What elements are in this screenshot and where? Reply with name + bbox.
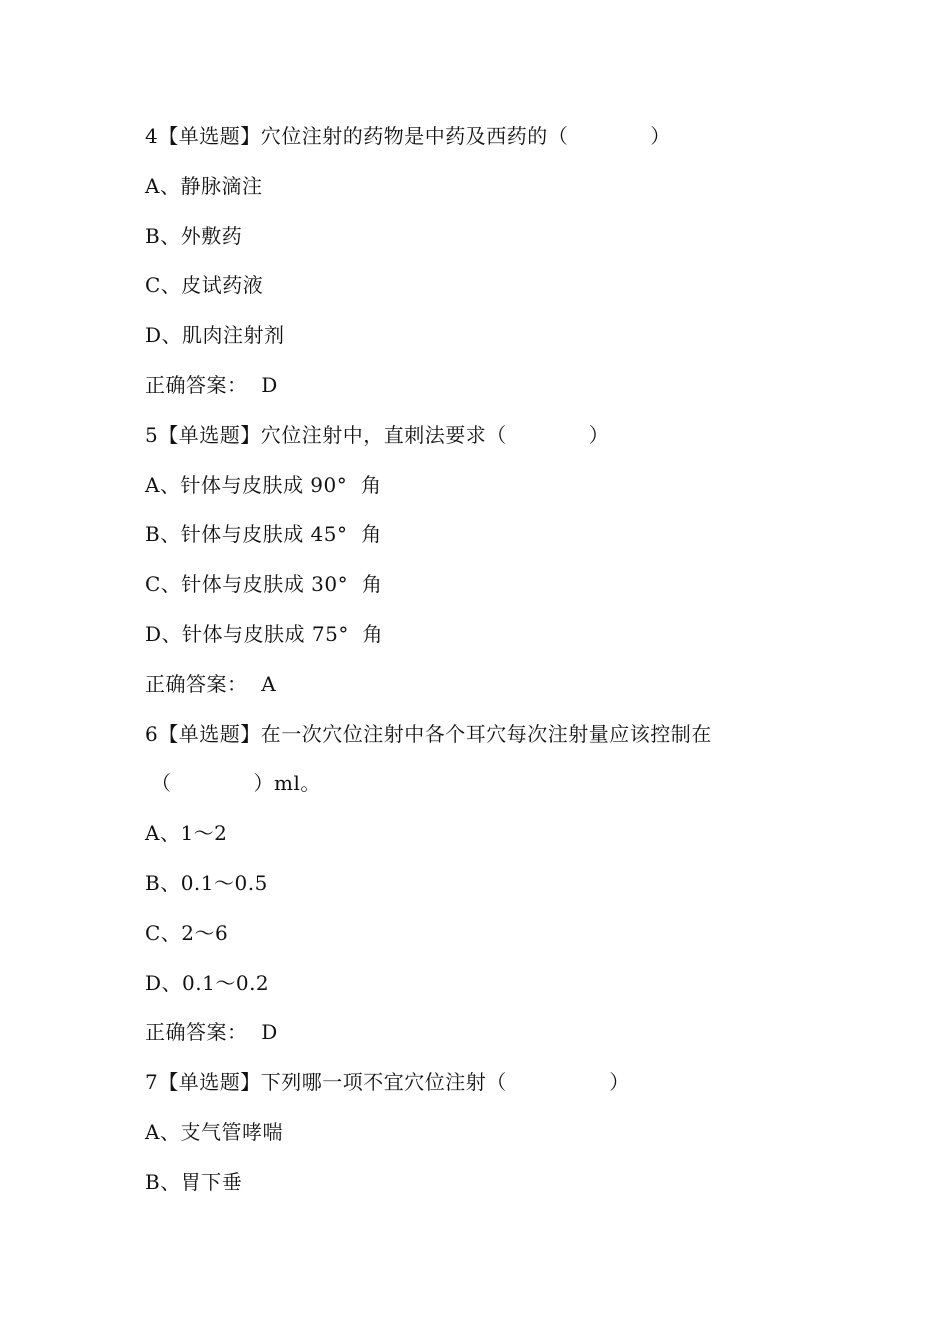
option-a: A、支气管哮喘 [145,1119,283,1144]
correct-answer: 正确答案： A [145,671,277,696]
option-b: B、0.1～0.5 [145,870,268,895]
option-b: B、外敷药 [145,223,243,248]
option-a: A、针体与皮肤成 90° 角 [145,472,382,497]
question-stem: 4【单选题】穴位注射的药物是中药及西药的（ ） [145,124,671,148]
question-stem: 5【单选题】穴位注射中，直刺法要求（ ） [145,422,610,447]
option-b: B、胃下垂 [145,1169,243,1194]
question-stem-continuation: （ ）ml。 [151,771,321,796]
option-a: A、静脉滴注 [145,173,263,198]
option-d: D、针体与皮肤成 75° 角 [145,621,384,646]
option-d: D、肌肉注射剂 [145,323,285,348]
correct-answer: 正确答案： D [145,1020,278,1045]
question-stem: 7【单选题】下列哪一项不宜穴位注射（ ） [145,1070,630,1095]
document-page [145,117,845,1213]
option-a: A、1～2 [145,821,228,846]
option-c: C、2～6 [145,920,229,945]
question-stem: 6【单选题】在一次穴位注射中各个耳穴每次注射量应该控制在 [145,721,712,746]
option-c: C、皮试药液 [145,273,264,298]
correct-answer: 正确答案： D [145,372,278,397]
option-c: C、针体与皮肤成 30° 角 [145,572,383,597]
option-d: D、0.1～0.2 [145,970,270,995]
option-b: B、针体与皮肤成 45° 角 [145,522,382,547]
